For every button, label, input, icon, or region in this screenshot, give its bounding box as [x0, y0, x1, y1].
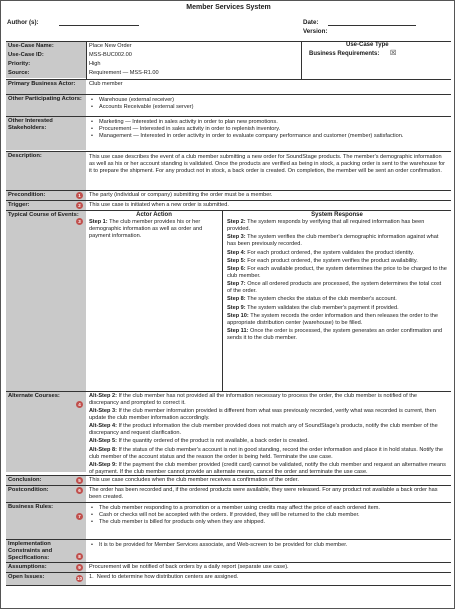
id-divider	[86, 41, 87, 79]
alt-step: Alt-Step 8: If the status of the club member's account is not in good standing, record the order information and place it in hold status. Notify the club member of the account status and the reason the order is being held. Terminate the use case.	[89, 446, 443, 460]
open-issues-label: Open Issues:	[6, 573, 86, 585]
course-divider	[222, 211, 223, 391]
issue-number: 1.	[89, 574, 97, 580]
precondition-label: Precondition:	[6, 191, 86, 200]
primary-actor-label: Primary Business Actor:	[6, 80, 86, 94]
alt-step: Alt-Step 3: If the club member information provided is different from what was previously recorded, verify what was recorded is current, then update the club member information accordingly.	[89, 408, 436, 421]
other-actors-list	[87, 96, 447, 112]
precondition-badge: 1	[76, 192, 83, 199]
implementation-label: Implementation Constraints and Specifications:	[6, 540, 86, 562]
row-divider	[6, 585, 451, 586]
list-item: • Marketing — Interested in sales activity in order to plan new promotions.	[89, 119, 445, 126]
system-step: Step 9: The system validates the club member's payment if provided.	[227, 304, 399, 311]
list-item: • The club member is billed for products only when they are shipped.	[89, 519, 447, 526]
system-step: Step 4: For each product ordered, the system validates the product identity.	[227, 249, 415, 256]
implementation-list	[87, 541, 449, 550]
date-label: Date:	[303, 19, 319, 26]
alternate-steps	[89, 393, 447, 477]
business-requirements-checkbox[interactable]: ☒	[390, 50, 397, 57]
postcondition-value: The order has been recorded and, if the ordered products were available, they were released. For any product not available a back order has been created.	[89, 487, 438, 500]
implementation-badge: 8	[76, 553, 83, 560]
author-line	[59, 25, 139, 26]
alt-step: Alt-Step 9: If the payment the club member provided (credit card) cannot be validated, notify the club member and request an alternative means of payment. If the club member cannot provide an alternate means, cancel the order and terminate the use case.	[89, 461, 446, 475]
conclusion-value: This use case concludes when the club member receives a confirmation of the order.	[89, 477, 299, 483]
list-item: • Accounts Receivable (external server)	[89, 104, 445, 111]
list-item: • Warehouse (external receiver)	[89, 97, 445, 104]
business-rules-label: Business Rules:	[6, 503, 86, 539]
actor-action-heading: Actor Action	[136, 212, 172, 218]
alt-step: Alt-Step 2: If the club member has not provided all the information necessary to process the order, the club member is notified of the discrepancy and prompted to correct it.	[89, 393, 418, 406]
trigger-value: This use case is initiated when a new order is submitted.	[89, 202, 229, 208]
precondition-value: The party (individual or company) submitting the order must be a member.	[89, 192, 273, 198]
other-actors-label: Other Participating Actors:	[6, 95, 86, 116]
system-step: Step 3: The system verifies the club member's demographic information against what has been previously recorded.	[227, 234, 439, 248]
list-item: • The club member responding to a promotion or a member using credits may affect the price of each ordered item.	[89, 505, 447, 512]
assumptions-badge: 9	[76, 564, 83, 571]
description-label: Description:	[6, 152, 86, 190]
system-step: Step 5: For each product ordered, the system verifies the product availability.	[227, 257, 418, 264]
alt-step: Alt-Step 4: If the product information the club member provided does not match any of SoundStage's products, notify the club member of the discrepancy and request clarification.	[89, 423, 438, 437]
trigger-label: Trigger:	[6, 201, 86, 210]
typical-course-label: Typical Course of Events:	[6, 211, 86, 391]
source-label: Source:	[6, 69, 86, 78]
use-case-id-value: MSS-BUC002.00	[89, 52, 132, 58]
postcondition-badge: 6	[76, 487, 83, 494]
conclusion-badge: 5	[76, 477, 83, 484]
author-label: Author (s):	[7, 19, 39, 26]
list-item: Need to determine how distribution centers are assigned.	[96, 574, 239, 580]
system-step: Step 2: The system responds by verifying that all required information has been provided.	[227, 219, 425, 233]
system-step: Step 6: For each available product, the system determines the price to be charged to the club member.	[227, 266, 447, 279]
source-value: Requirement — MSS-R1.00	[89, 70, 159, 76]
trigger-badge: 2	[76, 202, 83, 209]
business-requirements-label: Business Requirements:	[309, 51, 380, 57]
document-title: Member Services System	[186, 4, 271, 11]
priority-label: Priority:	[6, 60, 86, 69]
alternate-courses-badge: 4	[76, 401, 83, 408]
alternate-courses-label: Alternate Courses:	[6, 392, 86, 472]
type-divider	[301, 41, 302, 79]
business-rules-badge: 7	[76, 513, 83, 520]
assumptions-label: Assumptions:	[6, 563, 86, 572]
system-step: Step 7: Once all ordered products are processed, the system determines the total cost of the order.	[227, 281, 442, 295]
date-line	[328, 25, 416, 26]
use-case-name-value: Place New Order	[89, 43, 132, 49]
list-item: • Management — Interested in order activity in order to evaluate company performance and customer (member) satisfaction.	[89, 133, 445, 140]
typical-course-badge: 3	[76, 218, 83, 225]
use-case-type-label: Use-Case Type	[346, 42, 389, 48]
open-issues-badge: 10	[76, 576, 82, 581]
open-issues-list	[87, 573, 449, 582]
system-step: Step 10: The system records the order information and then releases the order to the appropriate distribution center (warehouse) to be filled.	[227, 313, 439, 326]
stakeholders-list	[87, 118, 447, 140]
primary-actor-value: Club member	[89, 81, 123, 87]
description-value: This use case describes the event of a club member submitting a new order for SoundStage products. The member's demographic information as well as his or her account standing is validated. Once the products are verified as being in stock, a packing order is sent to the warehouse for it to prepare the shipment. For any product not in stock, a back order is created. On completion, the member will be sent an order confirmation.	[89, 154, 446, 174]
actor-actions	[89, 212, 219, 241]
system-responses	[227, 212, 447, 343]
actor-step: Step 1: The club member provides his or her demographic information as well as order and payment information.	[89, 219, 203, 239]
system-step: Step 11: Once the order is processed, the system generates an order confirmation and sends it to the club member.	[227, 328, 443, 341]
postcondition-label: Postcondition:	[6, 486, 86, 502]
assumptions-value: Procurement will be notified of back orders by a daily report (separate use case).	[89, 564, 289, 570]
use-case-name-label: Use-Case Name:	[6, 42, 86, 51]
list-item: • It is to be provided for Member Services associate, and Web-screen to be provided for club member.	[89, 542, 447, 549]
system-step: Step 8: The system checks the status of the club member's account.	[227, 296, 397, 303]
list-item: • Cash or checks will not be accepted with the orders. If provided, they will be returned to the club member.	[89, 512, 447, 519]
system-response-heading: System Response	[311, 212, 363, 218]
conclusion-label: Conclusion:	[6, 476, 86, 485]
business-rules-list	[87, 504, 449, 526]
use-case-id-label: Use-Case ID:	[6, 51, 86, 60]
list-item: • Procurement — Interested in sales activity in order to replenish inventory.	[89, 126, 445, 133]
stakeholders-label: Other Interested Stakeholders:	[6, 117, 86, 150]
version-label: Version:	[303, 28, 328, 35]
priority-value: High	[89, 61, 101, 67]
alt-step: Alt-Step 5: If the quantity ordered of the product is not available, a back order is created.	[89, 438, 309, 445]
